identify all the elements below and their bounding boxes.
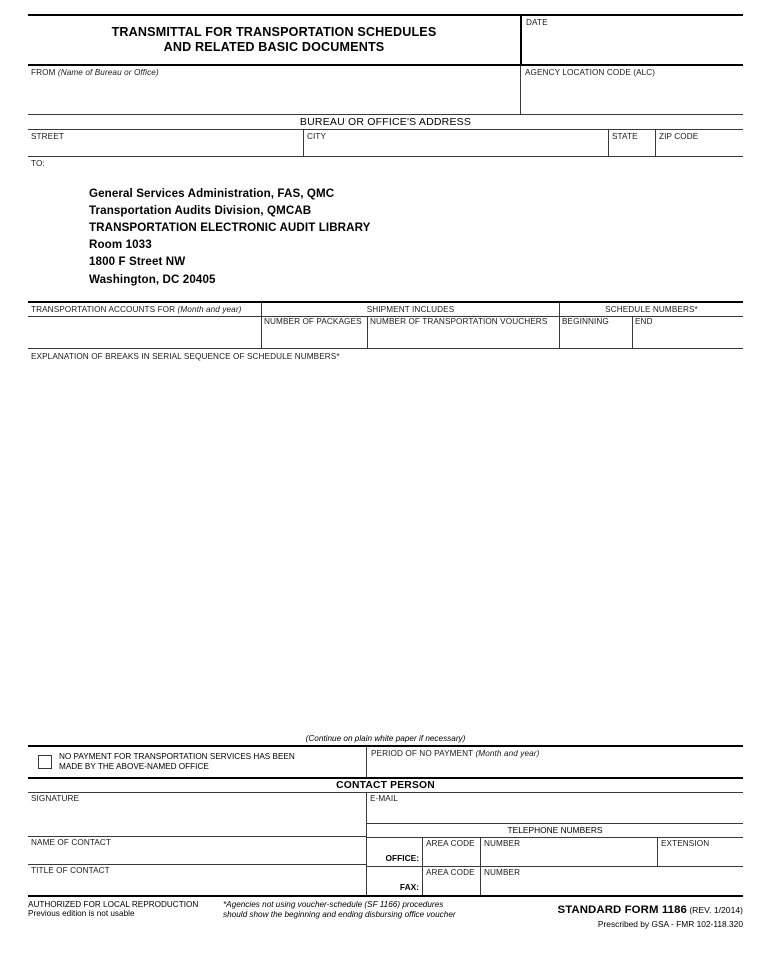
to-address-line-2: Transportation Audits Division, QMCAB: [89, 203, 312, 217]
title-of-contact-label: TITLE OF CONTACT: [31, 866, 110, 875]
transportation-accounts-label: TRANSPORTATION ACCOUNTS FOR (Month and year): [31, 304, 242, 314]
beginning-input[interactable]: [559, 329, 632, 348]
no-payment-row: [28, 745, 743, 779]
schedule-numbers-label: SCHEDULE NUMBERS*: [605, 304, 698, 314]
email-field[interactable]: [367, 793, 743, 824]
to-address-line-6: Washington, DC 20405: [89, 272, 216, 286]
end-label: END: [635, 317, 653, 326]
city-label: CITY: [307, 132, 327, 141]
bureau-address-banner: [28, 115, 743, 130]
date-label: DATE: [526, 18, 548, 27]
office-area-code-label: AREA CODE: [426, 839, 475, 848]
beginning-header: [559, 317, 632, 329]
zip-code-field[interactable]: [655, 130, 743, 156]
accounts-header-row: [28, 303, 743, 317]
authorized-line1: AUTHORIZED FOR LOCAL REPRODUCTION: [28, 899, 199, 909]
state-label: STATE: [612, 132, 638, 141]
street-field[interactable]: [28, 130, 303, 156]
period-of-no-payment-field[interactable]: [366, 747, 743, 777]
no-payment-text: [59, 752, 295, 772]
to-address-line-4: Room 1033: [89, 238, 152, 252]
accounts-value-spacer-top: [28, 317, 261, 329]
alc-label: AGENCY LOCATION CODE (ALC): [525, 68, 656, 77]
end-input[interactable]: [632, 329, 743, 348]
from-field[interactable]: [28, 66, 520, 114]
continue-note: (Continue on plain white paper if necessary): [305, 733, 466, 743]
no-payment-statement[interactable]: [28, 747, 366, 777]
accounts-entry-row: [28, 329, 743, 349]
fax-number-field[interactable]: [480, 867, 743, 895]
form-identification: [493, 900, 743, 930]
office-extension-field[interactable]: [657, 838, 743, 866]
fax-number-label: NUMBER: [484, 868, 521, 877]
beginning-label: BEGINNING: [562, 317, 609, 326]
period-of-no-payment-label: PERIOD OF NO PAYMENT (Month and year): [371, 748, 540, 758]
fax-tag: [367, 867, 422, 895]
agencies-footnote-line1: *Agencies not using voucher-schedule (SF 1166) procedures: [223, 899, 444, 909]
telephone-numbers-banner: [367, 824, 743, 838]
to-address-line-5: 1800 F Street NW: [89, 255, 186, 269]
form-footer: [28, 897, 743, 930]
schedule-numbers-header: [559, 303, 743, 316]
telephone-numbers-label: TELEPHONE NUMBERS: [507, 825, 603, 835]
contact-left-column: [28, 793, 366, 895]
standard-form-number: STANDARD FORM 1186: [557, 903, 687, 916]
shipment-includes-header: [261, 303, 559, 316]
fax-area-code-field[interactable]: [422, 867, 480, 895]
number-of-vouchers-label: NUMBER OF TRANSPORTATION VOUCHERS: [370, 317, 548, 326]
explanation-input-area[interactable]: [28, 362, 743, 734]
contact-grid: [28, 793, 743, 895]
form-number-line: [493, 900, 743, 918]
address-row: [28, 130, 743, 157]
bureau-address-banner-label: BUREAU OR OFFICE'S ADDRESS: [299, 116, 472, 128]
office-phone-row: [367, 838, 743, 867]
state-field[interactable]: [608, 130, 655, 156]
authorized-reproduction-note: [28, 900, 223, 930]
to-block: [28, 157, 743, 303]
email-label: E-MAIL: [370, 794, 398, 803]
agencies-footnote: [223, 900, 493, 930]
name-of-contact-label: NAME OF CONTACT: [31, 838, 112, 847]
to-label: TO:: [31, 159, 45, 168]
office-area-code-field[interactable]: [422, 838, 480, 866]
authorized-line2: Previous edition is not usable: [28, 909, 135, 919]
street-label: STREET: [31, 132, 64, 141]
office-tag-label: OFFICE:: [385, 852, 419, 863]
end-header: [632, 317, 743, 329]
form-title-line2: AND RELATED BASIC DOCUMENTS: [163, 40, 385, 54]
title-of-contact-field[interactable]: [28, 865, 366, 893]
office-number-label: NUMBER: [484, 839, 521, 848]
form-header: [28, 14, 743, 66]
agency-location-code-field[interactable]: [520, 66, 743, 114]
form-revision: (REV. 1/2014): [686, 904, 743, 915]
office-extension-label: EXTENSION: [661, 839, 710, 848]
explanation-section: [28, 349, 743, 362]
zip-code-label: ZIP CODE: [659, 132, 699, 141]
accounts-subheader-row: [28, 317, 743, 329]
fax-area-code-label: AREA CODE: [426, 868, 475, 877]
from-label: FROM (Name of Bureau or Office): [31, 68, 159, 77]
number-of-packages-label: NUMBER OF PACKAGES: [264, 317, 362, 326]
office-tag: [367, 838, 422, 866]
agencies-footnote-line2: should show the beginning and ending disbursing office voucher: [223, 909, 456, 919]
form-title-cell: [28, 16, 520, 64]
contact-person-banner-label: CONTACT PERSON: [336, 779, 435, 791]
transportation-accounts-header: [28, 303, 261, 316]
no-payment-line1: NO PAYMENT FOR TRANSPORTATION SERVICES HAS BEEN: [59, 751, 295, 761]
number-of-vouchers-header: [367, 317, 559, 329]
no-payment-checkbox[interactable]: [38, 755, 52, 769]
prescribed-by: Prescribed by GSA - FMR 102-118.320: [597, 918, 743, 929]
from-row: [28, 66, 743, 115]
office-number-field[interactable]: [480, 838, 657, 866]
contact-right-column: [366, 793, 743, 895]
fax-tag-label: FAX:: [399, 881, 419, 892]
number-of-packages-header: [261, 317, 367, 329]
city-field[interactable]: [303, 130, 608, 156]
number-of-packages-input[interactable]: [261, 329, 367, 348]
to-address: [89, 185, 743, 288]
shipment-includes-label: SHIPMENT INCLUDES: [366, 304, 455, 314]
no-payment-line2: MADE BY THE ABOVE-NAMED OFFICE: [59, 761, 209, 771]
number-of-vouchers-input[interactable]: [367, 329, 559, 348]
name-of-contact-field[interactable]: [28, 837, 366, 865]
date-field[interactable]: [520, 16, 743, 64]
signature-field[interactable]: [28, 793, 366, 837]
signature-label: SIGNATURE: [31, 794, 80, 803]
to-address-line-3: TRANSPORTATION ELECTRONIC AUDIT LIBRARY: [89, 220, 371, 234]
fax-phone-row: [367, 867, 743, 895]
transportation-accounts-input[interactable]: [28, 329, 261, 348]
contact-person-banner: [28, 779, 743, 793]
explanation-label: EXPLANATION OF BREAKS IN SERIAL SEQUENCE OF SCHEDULE NUMBERS*: [31, 352, 340, 361]
form-title-line1: TRANSMITTAL FOR TRANSPORTATION SCHEDULES: [111, 25, 437, 39]
to-address-line-1: General Services Administration, FAS, QMC: [89, 186, 335, 200]
sf1186-form: [28, 14, 743, 930]
